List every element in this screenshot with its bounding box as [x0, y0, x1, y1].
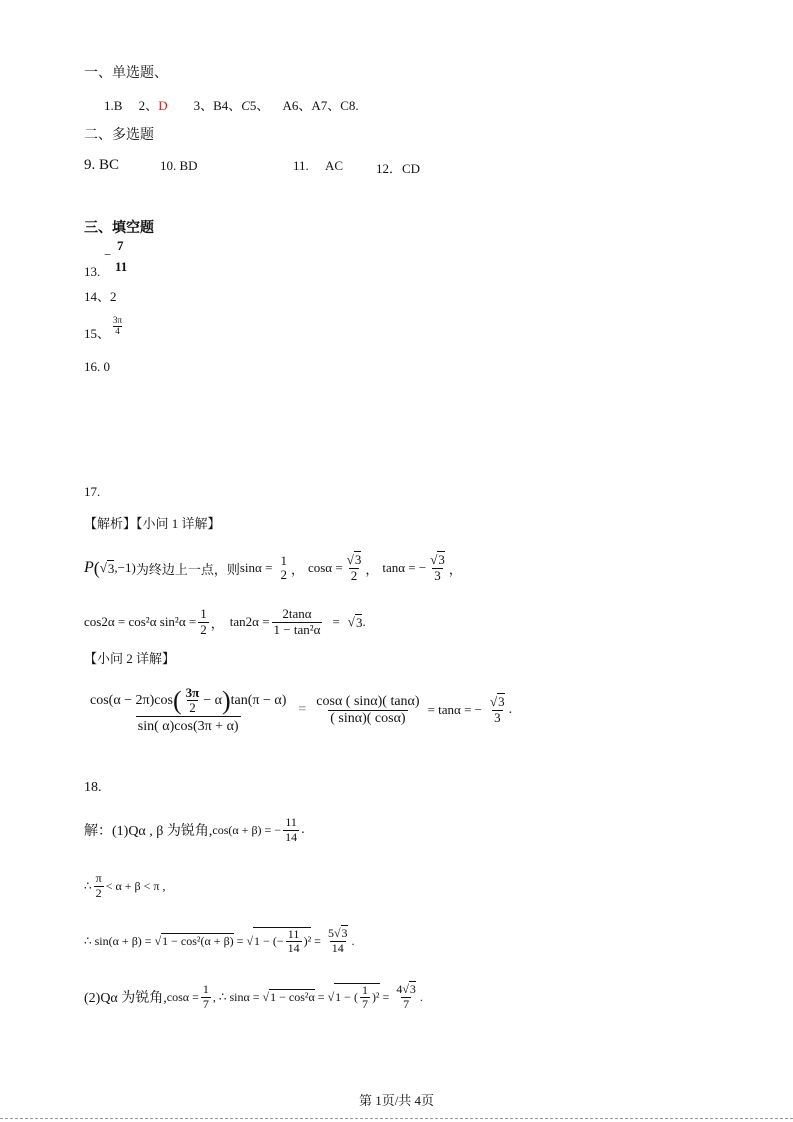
l3-num-a: cos(α − 2π)cos	[90, 693, 173, 709]
q17-tag-2: 【小问 2 详解】	[84, 651, 176, 666]
cos-den: 2	[350, 567, 358, 583]
answer-9: 9. BC	[84, 157, 120, 173]
q18-l3-r-sqrt: 3	[341, 926, 348, 941]
sin-den: 2	[280, 567, 287, 582]
q18-l4-sqrt2-a: 1 − (	[335, 990, 358, 1004]
q18-l1-num: 11	[285, 815, 297, 830]
l3-inner-den: 2	[189, 700, 196, 716]
answer-11-label: 11.	[293, 158, 309, 173]
l3-end: .	[508, 702, 513, 717]
q18-label: 18.	[84, 780, 102, 795]
l3-result-den: 3	[494, 709, 501, 725]
q18-l4-r-sqrt: 3	[409, 982, 416, 997]
l3-den: sin( α)cos(3π + α)	[136, 716, 241, 734]
q18-l3-sqrt2-a: 1 − (−	[254, 934, 284, 948]
tan2a-num: 2tanα	[282, 606, 312, 622]
answer-3: 3、B4、	[193, 98, 242, 113]
tan-num: 3	[438, 552, 445, 568]
cos-label: cosα =	[307, 560, 343, 575]
cos2a-num: 1	[200, 606, 207, 622]
q18-l3-sqrt2-num: 11	[287, 926, 300, 941]
l3-eq2: = tanα = −	[427, 702, 482, 717]
q18-line-3: ∴ sin(α + β) = √ 1 − cos²(α + β) = √ 1 − (− $\frac{11}{14}$ )² = $\frac{5√3}{14}$ .	[84, 926, 355, 955]
coords-sqrt3: 3	[107, 560, 115, 576]
q13-denominator: 11	[115, 259, 128, 274]
tan2a-label: tan2α =	[229, 614, 270, 629]
q18-l4-den: 7	[202, 996, 209, 1011]
q18-l2-pre: ∴	[84, 878, 92, 893]
l3-result-num: 3	[498, 694, 505, 710]
q18-l4-sqrt2-b: )²	[371, 990, 380, 1004]
q13-label: 13.	[84, 264, 101, 279]
q18-l4-text: (2)Qα 为锐角,	[84, 991, 167, 1006]
q18-l3-eq: =	[236, 933, 244, 948]
q18-l3-sqrt2-den: 14	[287, 941, 300, 955]
coords-rest: ,−1)	[114, 560, 136, 575]
sin-num: 1	[280, 552, 287, 568]
answer-2-letter: D	[158, 98, 168, 113]
tan2a-den: 1 − tan²α	[273, 621, 321, 637]
coords-open: (	[93, 557, 100, 578]
sep-2: ，	[365, 561, 379, 577]
q18-l3-pre: ∴ sin(α + β) =	[84, 933, 152, 948]
page-footer: 第 1页/共 4页	[358, 1093, 435, 1108]
l3-f2-den: ( sinα)( cosα)	[330, 710, 406, 726]
line2-sep: ，	[210, 615, 224, 631]
line2-eq: =	[332, 614, 340, 629]
section2-title: 二、多选题	[84, 128, 154, 143]
section1-answers	[104, 95, 359, 114]
answer-12: 12．CD	[376, 161, 421, 176]
cos2a-expr: cos2α = cos²α sin²α =	[84, 614, 197, 629]
q18-line-2	[84, 868, 165, 904]
q18-l3-end: .	[351, 933, 355, 948]
q18-l3-eq2: =	[314, 933, 321, 948]
l3-f2-num: cosα ( sinα)( tanα)	[316, 694, 420, 710]
q18-l4-sqrt2-den: 7	[361, 997, 368, 1011]
answer-10: 10. BD	[160, 158, 198, 173]
q18-l2-num: π	[95, 871, 102, 886]
l3-inner-num: 3π	[185, 685, 200, 700]
q15-denominator: 4	[115, 325, 120, 336]
q18-l1-cos: cos(α + β) = −	[212, 822, 282, 837]
l3-inner-rest: − α	[203, 693, 222, 709]
l3-num-b: tan(π − α)	[230, 693, 287, 709]
l3-eq1: =	[298, 702, 307, 717]
answer-2-prefix: 2、	[138, 98, 159, 113]
q17-line-3: cos(α − 2π)cos ( $\frac{3\pi}{2}$ − α ) tan(π − α) sin( α)cos(3π + α) = $\frac{\cos\alpha ( \sin\alpha)( \tan\alpha)}{( \sin\alpha)( \cos\alpha)}$ = tanα = − $\frac{√3}{3}$ .	[90, 685, 513, 734]
q17-line-2: cos2α = cos²α sin²α = $\frac{1}{2}$ ， tan2α = $\frac{2\tan\alpha}{\text{1 − tan²α}}$ = √ 3 .	[84, 606, 366, 637]
q18-line-1	[84, 812, 305, 848]
q17-line-1: P ( √ 3 ,−1) 为终边上一点，则 sinα = 1 2 ， cosα = $\frac{√3}{2}$ ， tanα = − $\frac{√3}{3}$ ，	[84, 552, 462, 583]
q18-l3-r-a: 5	[327, 926, 334, 941]
q16: 16. 0	[84, 359, 110, 374]
footer-divider	[0, 1118, 793, 1119]
q15-fraction	[109, 316, 126, 337]
answer-1: 1.B	[104, 98, 123, 113]
sep-1: ，	[290, 561, 304, 577]
tan2a-result: 3	[355, 614, 363, 630]
q18-l4-num: 1	[202, 982, 209, 997]
q18-l4-r-den: 7	[403, 996, 410, 1011]
point-p: P	[84, 559, 94, 576]
answer-4-rest: 5、	[249, 98, 270, 113]
section1-title: 一、单选题、	[84, 66, 168, 81]
q18-l4-sqrt2-num: 1	[361, 982, 368, 997]
q18-l3-sqrt1: 1 − cos²(α + β)	[162, 934, 234, 948]
q18-l4-mid: , ∴ sinα =	[212, 989, 260, 1004]
tan-den: 3	[434, 567, 441, 583]
q18-l3-r-den: 14	[331, 940, 344, 955]
q15-label: 15、	[84, 326, 111, 341]
q18-l1-end: .	[301, 822, 305, 837]
q18-l4-eq2: =	[382, 989, 390, 1004]
q13-minus: −	[104, 247, 112, 262]
q14: 14、2	[84, 289, 117, 304]
line2-end: .	[362, 614, 366, 629]
q18-l1-text: 解：(1)Qα , β 为锐角,	[84, 824, 213, 839]
answer-5: A6、A7、C8.	[282, 98, 359, 113]
answer-4-letter: C	[241, 98, 250, 113]
q18-line-4: (2)Qα 为锐角, cosα = $\frac{1}{7}$ , ∴ sinα = √ 1 − cos²α = √ 1 − ( $\frac{1}{7}$ )² = $\frac{4√3}{7}$ .	[84, 982, 423, 1011]
q18-l3-sqrt2-b: )²	[303, 934, 312, 948]
q18-l4-end: .	[419, 989, 423, 1004]
tan-label: tanα = −	[382, 560, 427, 575]
sin-label: sinα =	[239, 560, 273, 575]
cos-num: 3	[354, 552, 362, 568]
q13-numerator: 7	[117, 238, 124, 253]
section3-title: 三、填空题	[84, 221, 154, 236]
q18-l2-den: 2	[95, 885, 102, 900]
q17-label: 17.	[84, 484, 101, 499]
q17-text: 为终边上一点，则	[135, 561, 240, 577]
q15-numerator: 3π	[113, 315, 123, 325]
q18-l4-eq: =	[317, 989, 325, 1004]
answer-11: AC	[325, 158, 344, 173]
q18-l1-den: 14	[285, 829, 298, 844]
q18-l4-sqrt1: 1 − cos²α	[270, 990, 315, 1004]
q17-tag-1: 【解析】【小问 1 详解】	[84, 516, 221, 531]
q18-l2-rest: < α + β < π ,	[105, 878, 166, 893]
line1-end: ，	[448, 561, 462, 577]
q18-l4-r-a: 4	[396, 982, 403, 997]
q18-l4-cos: cosα =	[166, 989, 199, 1004]
cos2a-den: 2	[200, 621, 207, 637]
